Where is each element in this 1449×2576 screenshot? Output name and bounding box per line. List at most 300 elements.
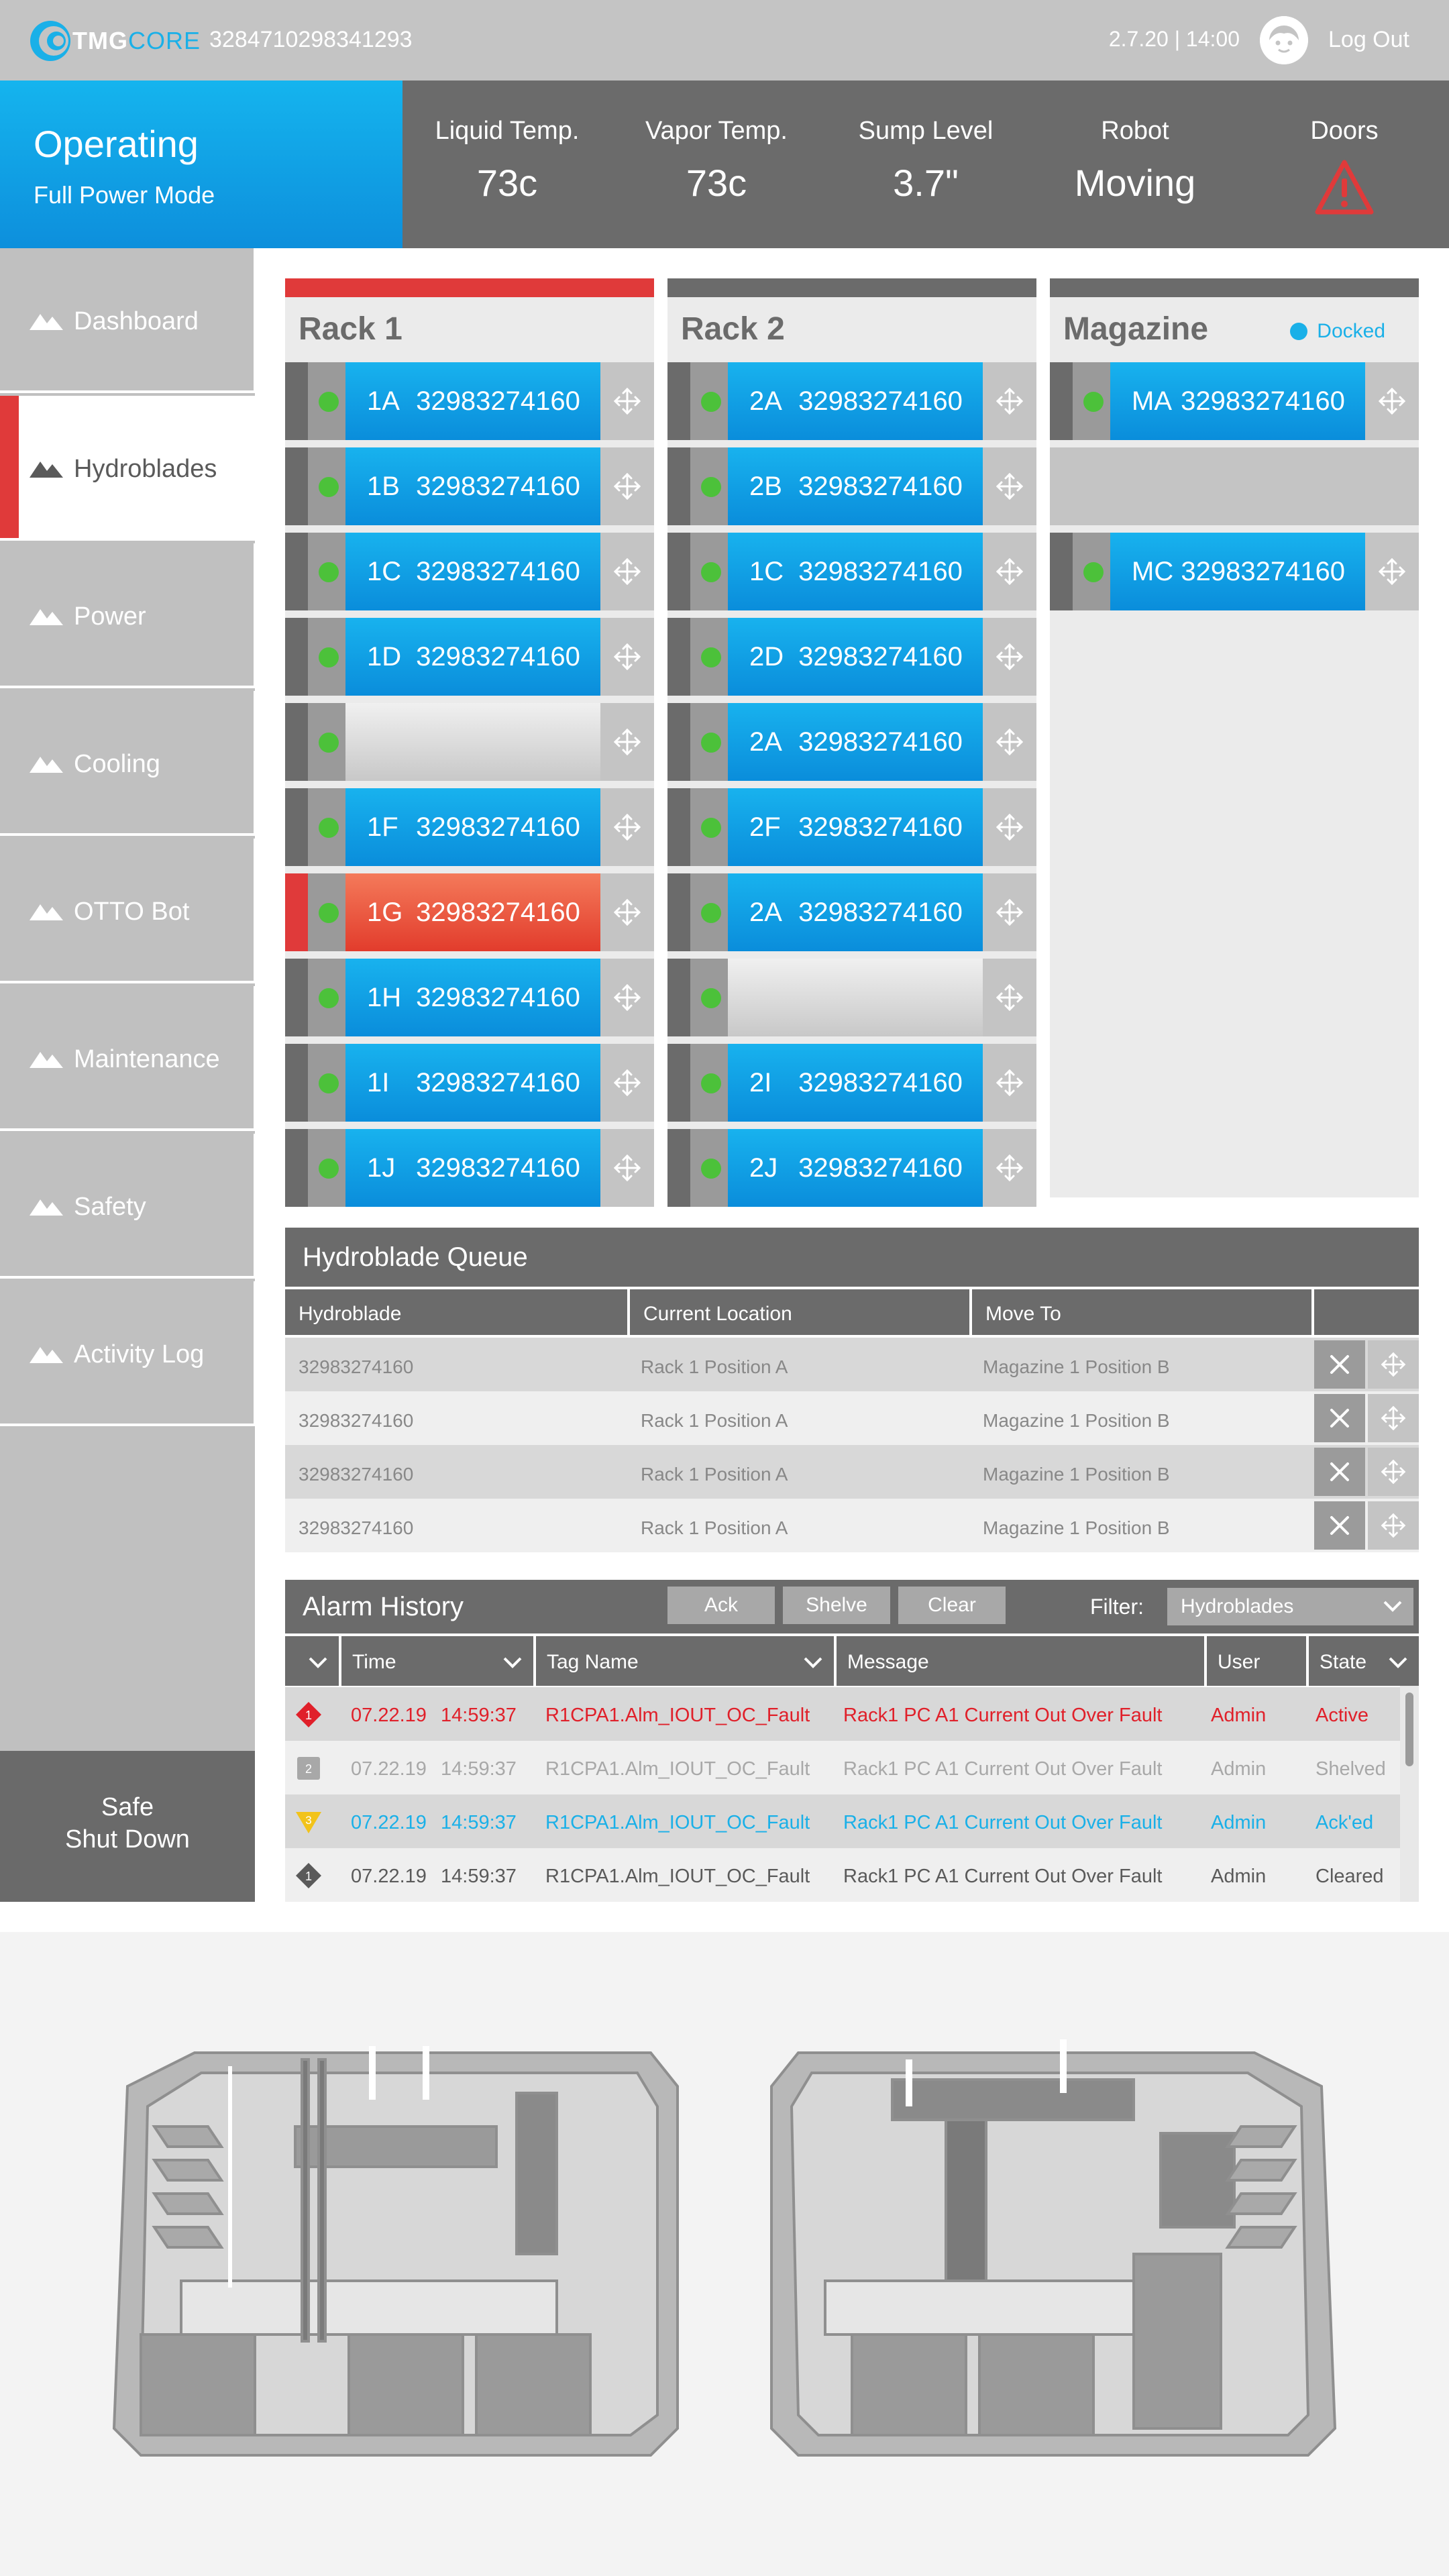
slot-edge (667, 618, 690, 696)
sump-level-stat (821, 80, 1030, 248)
move-handle[interactable] (983, 873, 1036, 951)
hydroblade-id: 32983274160 (416, 898, 580, 927)
system-serial: 3284710298341293 (209, 27, 413, 52)
hydroblade-slot[interactable] (667, 1044, 1036, 1122)
slot-edge (667, 788, 690, 866)
slot-position: 2J (749, 1153, 778, 1183)
status-dot-icon (319, 903, 339, 923)
vapor-temp-stat (612, 80, 821, 248)
rack-2-top-bar (667, 278, 1036, 297)
hydroblade-slot[interactable] (285, 959, 654, 1036)
queue-current-location: Rack 1 Position A (641, 1356, 788, 1377)
hydroblade-card[interactable] (345, 1044, 600, 1122)
slot-edge (667, 1129, 690, 1207)
move-arrows-icon (995, 1153, 1024, 1183)
hydroblade-slot[interactable] (285, 362, 654, 440)
alarm-badge: 1 (305, 1709, 313, 1722)
move-handle[interactable] (600, 703, 654, 781)
liquid-temp-value: 73c (476, 162, 538, 204)
hydroblade-id: 32983274160 (416, 642, 580, 672)
queue-current-location: Rack 1 Position A (641, 1517, 788, 1538)
status-dot-icon (319, 562, 339, 582)
sidebar-item-label: Activity Log (74, 1340, 205, 1368)
warning-triangle-icon[interactable] (1313, 158, 1375, 216)
move-arrows-icon (612, 898, 642, 927)
mountain-icon (30, 1195, 63, 1216)
hydroblade-slot[interactable] (285, 533, 654, 610)
slot-edge (285, 618, 308, 696)
queue-row (285, 1338, 1419, 1391)
hydroblade-slot[interactable] (667, 788, 1036, 866)
magazine-top-bar (1050, 278, 1419, 297)
hydroblade-slot[interactable] (285, 447, 654, 525)
machine-rear-view (758, 2033, 1348, 2469)
move-arrows-icon (1377, 386, 1407, 416)
move-handle[interactable] (1365, 533, 1419, 610)
move-arrows-icon (612, 1153, 642, 1183)
move-handle[interactable] (600, 447, 654, 525)
hydroblade-card[interactable] (728, 873, 983, 951)
queue-title: Hydroblade Queue (285, 1228, 1419, 1287)
hydroblade-slot[interactable] (667, 362, 1036, 440)
slot-edge (285, 1129, 308, 1207)
move-arrows-icon (995, 812, 1024, 842)
sidebar-item-label: Cooling (74, 750, 160, 778)
queue-blade-id: 32983274160 (299, 1410, 414, 1431)
status-dot-icon (701, 562, 721, 582)
filter-select[interactable] (1167, 1588, 1413, 1625)
shelve-button[interactable]: Shelve (783, 1587, 890, 1624)
slot-edge (285, 959, 308, 1036)
move-arrows-icon (1380, 1512, 1407, 1539)
move-handle[interactable] (600, 618, 654, 696)
hydroblade-card[interactable] (1110, 362, 1365, 440)
sidebar-item-hydroblades[interactable] (0, 396, 255, 541)
move-arrows-icon (995, 472, 1024, 501)
hydroblade-id: 32983274160 (798, 1153, 963, 1183)
slot-position: 2A (749, 386, 782, 416)
sidebar-item-label: OTTO Bot (74, 898, 190, 926)
queue-blade-id: 32983274160 (299, 1356, 414, 1377)
move-handle[interactable] (600, 788, 654, 866)
alarm-row[interactable] (285, 1741, 1400, 1794)
move-handle[interactable] (600, 959, 654, 1036)
queue-row (285, 1445, 1419, 1499)
alarm-col-time[interactable] (339, 1633, 533, 1686)
hydroblade-card[interactable] (345, 1129, 600, 1207)
alarm-time: 14:59:37 (441, 1758, 517, 1780)
liquid-temp-stat (402, 80, 612, 248)
alarm-row[interactable] (285, 1848, 1400, 1902)
move-handle[interactable] (600, 362, 654, 440)
docked-label: Docked (1317, 320, 1385, 342)
robot-value: Moving (1074, 162, 1196, 204)
sidebar-item-label: Dashboard (74, 307, 199, 335)
queue-col-move-to: Move To (969, 1287, 1311, 1335)
status-bar (0, 80, 1449, 248)
hydroblade-card[interactable] (728, 959, 983, 1036)
sidebar-item-power[interactable] (0, 543, 255, 688)
hydroblade-id: 32983274160 (798, 1068, 963, 1097)
alarm-select-all[interactable] (285, 1633, 339, 1686)
move-arrows-icon (1380, 1458, 1407, 1485)
hydroblade-card[interactable] (728, 788, 983, 866)
alarm-time: 14:59:37 (441, 1705, 517, 1726)
queue-move-handle[interactable] (1368, 1340, 1419, 1389)
slot-edge (1050, 533, 1073, 610)
queue-remove-button[interactable] (1314, 1394, 1365, 1442)
sidebar (0, 248, 255, 1902)
alarm-message: Rack1 PC A1 Current Out Over Fault (843, 1812, 1163, 1833)
hydroblade-card[interactable] (345, 618, 600, 696)
queue-row (285, 1391, 1419, 1445)
slot-edge (667, 1044, 690, 1122)
move-handle[interactable] (600, 533, 654, 610)
slot-position: 1I (367, 1068, 390, 1097)
hydroblade-id: 32983274160 (416, 1068, 580, 1097)
alarm-scroll-thumb[interactable] (1405, 1693, 1413, 1766)
alarm-message: Rack1 PC A1 Current Out Over Fault (843, 1866, 1163, 1887)
hydroblade-card[interactable] (728, 533, 983, 610)
queue-move-handle[interactable] (1368, 1501, 1419, 1550)
logout-link[interactable]: Log Out (1328, 27, 1409, 52)
move-arrows-icon (612, 727, 642, 757)
move-handle[interactable] (983, 1129, 1036, 1207)
alarm-col-time-label: Time (352, 1651, 396, 1673)
rack-1-title: Rack 1 (299, 311, 402, 347)
status-dot-icon (701, 392, 721, 412)
alarm-date: 07.22.19 (351, 1758, 427, 1780)
status-dot-icon (701, 647, 721, 667)
hydroblade-card[interactable] (345, 873, 600, 951)
alarm-message: Rack1 PC A1 Current Out Over Fault (843, 1705, 1163, 1726)
status-dot-icon (701, 1073, 721, 1093)
hydroblade-slot[interactable] (667, 959, 1036, 1036)
move-arrows-icon (995, 557, 1024, 586)
move-handle[interactable] (983, 703, 1036, 781)
move-arrows-icon (995, 642, 1024, 672)
move-handle[interactable] (983, 362, 1036, 440)
alarm-acked-triangle-yellow-icon (294, 1808, 323, 1836)
move-arrows-icon (995, 386, 1024, 416)
status-dot-icon (701, 988, 721, 1008)
queue-col-actions (1311, 1287, 1419, 1335)
alarm-row[interactable] (285, 1687, 1400, 1741)
doors-label: Doors (1310, 117, 1379, 145)
safe-shutdown-button[interactable] (0, 1751, 255, 1902)
alarm-time: 14:59:37 (441, 1866, 517, 1887)
hydroblade-card[interactable] (728, 703, 983, 781)
mountain-icon (30, 605, 63, 625)
alarm-state: Cleared (1316, 1866, 1384, 1887)
sump-level-value: 3.7" (893, 162, 959, 204)
move-arrows-icon (1377, 557, 1407, 586)
slot-edge (285, 703, 308, 781)
status-dot-icon (319, 988, 339, 1008)
hydroblade-card[interactable] (728, 1044, 983, 1122)
slot-position: 1J (367, 1153, 396, 1183)
alarm-date: 07.22.19 (351, 1866, 427, 1887)
move-arrows-icon (612, 557, 642, 586)
sidebar-item-dashboard[interactable] (0, 248, 255, 393)
move-arrows-icon (612, 983, 642, 1012)
hydroblade-slot[interactable] (285, 618, 654, 696)
slot-edge (667, 447, 690, 525)
sump-level-label: Sump Level (858, 117, 994, 145)
rack-2-panel (667, 278, 1036, 1197)
rack-1-panel (285, 278, 654, 1197)
alarm-tag-name: R1CPA1.Alm_IOUT_OC_Fault (545, 1758, 810, 1780)
alarm-col-state-label: State (1320, 1651, 1367, 1673)
slot-edge (285, 1044, 308, 1122)
slot-position: MA (1132, 386, 1172, 416)
queue-col-location: Current Location (627, 1287, 969, 1335)
sidebar-item-otto-bot[interactable] (0, 839, 255, 983)
brand-name: TMGCORE (72, 27, 201, 54)
hydroblade-slot[interactable] (667, 618, 1036, 696)
hydroblade-slot[interactable] (667, 447, 1036, 525)
queue-move-handle[interactable] (1368, 1448, 1419, 1496)
queue-move-handle[interactable] (1368, 1394, 1419, 1442)
queue-move-to: Magazine 1 Position B (983, 1356, 1170, 1377)
move-handle[interactable] (1365, 362, 1419, 440)
sidebar-item-cooling[interactable] (0, 691, 255, 836)
robot-label: Robot (1101, 117, 1169, 145)
alarm-history (285, 1580, 1419, 1902)
magazine-panel (1050, 278, 1419, 1197)
hydroblade-card[interactable] (1110, 533, 1365, 610)
alarm-time: 14:59:37 (441, 1812, 517, 1833)
hydroblade-card[interactable] (345, 959, 600, 1036)
move-arrows-icon (612, 1068, 642, 1097)
slot-edge (667, 362, 690, 440)
queue-remove-button[interactable] (1314, 1501, 1365, 1550)
hydroblade-card[interactable] (345, 447, 600, 525)
clear-button[interactable]: Clear (898, 1587, 1006, 1624)
slot-position: 2B (749, 472, 782, 501)
hydroblade-slot[interactable] (1050, 362, 1419, 440)
slot-position: 1F (367, 812, 398, 842)
alarm-col-state[interactable] (1306, 1633, 1419, 1686)
slot-edge (285, 533, 308, 610)
filter-value: Hydroblades (1181, 1595, 1294, 1617)
status-dot-icon (701, 477, 721, 497)
move-handle[interactable] (983, 1044, 1036, 1122)
hydroblade-id: 32983274160 (798, 812, 963, 842)
hydroblade-slot[interactable] (667, 1129, 1036, 1207)
slot-edge (667, 959, 690, 1036)
vapor-temp-value: 73c (686, 162, 747, 204)
move-handle[interactable] (600, 873, 654, 951)
magazine-title: Magazine (1063, 311, 1209, 347)
hydroblade-id: 32983274160 (416, 1153, 580, 1183)
chevron-down-icon (1388, 1656, 1408, 1670)
user-avatar-icon[interactable] (1260, 16, 1308, 64)
mountain-icon (30, 900, 63, 920)
alarm-priority-diamond-red-icon (294, 1701, 323, 1729)
alarm-date: 07.22.19 (351, 1812, 427, 1833)
slot-edge (285, 447, 308, 525)
sidebar-item-label: Hydroblades (74, 455, 217, 483)
alarm-tag-name: R1CPA1.Alm_IOUT_OC_Fault (545, 1705, 810, 1726)
alarm-state: Ack'ed (1316, 1812, 1374, 1833)
alarm-col-tag[interactable] (533, 1633, 834, 1686)
docked-dot-icon (1290, 323, 1307, 340)
hydroblade-card[interactable] (728, 447, 983, 525)
robot-stat (1030, 80, 1240, 248)
alarm-badge: 1 (305, 1870, 313, 1883)
queue-remove-button[interactable] (1314, 1340, 1365, 1389)
remove-x-icon (1326, 1458, 1353, 1485)
alarm-col-tag-label: Tag Name (547, 1651, 639, 1673)
slot-position: 2A (749, 898, 782, 927)
slot-position: 2F (749, 812, 781, 842)
vapor-temp-label: Vapor Temp. (645, 117, 788, 145)
ack-button[interactable]: Ack (667, 1587, 775, 1624)
remove-x-icon (1326, 1512, 1353, 1539)
hydroblade-card[interactable] (345, 362, 600, 440)
alarm-user: Admin (1211, 1758, 1267, 1780)
alarm-badge: 3 (305, 1814, 312, 1827)
sidebar-item-activity-log[interactable] (0, 1281, 255, 1426)
queue-col-hydroblade: Hydroblade (285, 1287, 627, 1335)
slot-position: 1A (367, 386, 400, 416)
sidebar-item-label: Maintenance (74, 1045, 220, 1073)
hydroblade-slot[interactable] (285, 788, 654, 866)
move-arrows-icon (995, 1068, 1024, 1097)
sidebar-item-safety[interactable] (0, 1134, 255, 1279)
status-dot-icon (319, 818, 339, 838)
hydroblade-slot[interactable] (285, 1044, 654, 1122)
hydroblade-id: 32983274160 (798, 472, 963, 501)
shutdown-line-2: Shut Down (65, 1825, 190, 1854)
chevron-down-icon (308, 1656, 328, 1670)
alarm-user: Admin (1211, 1812, 1267, 1833)
hydroblade-id: 32983274160 (416, 386, 580, 416)
status-dot-icon (701, 903, 721, 923)
queue-row (285, 1499, 1419, 1552)
move-handle[interactable] (983, 533, 1036, 610)
slot-edge (285, 362, 308, 440)
tmg-core-logo-icon (28, 19, 72, 63)
hydroblade-card[interactable] (728, 1129, 983, 1207)
liquid-temp-label: Liquid Temp. (435, 117, 580, 145)
hydroblade-id: 32983274160 (416, 472, 580, 501)
slot-position: 1C (367, 557, 402, 586)
move-arrows-icon (995, 727, 1024, 757)
hydroblade-card[interactable] (728, 362, 983, 440)
alarm-state: Active (1316, 1705, 1368, 1726)
alarm-col-message: Message (834, 1633, 1204, 1686)
move-handle[interactable] (983, 788, 1036, 866)
queue-blade-id: 32983274160 (299, 1464, 414, 1485)
slot-edge (667, 533, 690, 610)
sidebar-item-label: Safety (74, 1193, 146, 1221)
hydroblade-card[interactable] (345, 788, 600, 866)
slot-edge (667, 873, 690, 951)
hydroblade-id: 32983274160 (1181, 557, 1346, 586)
hydroblade-slot[interactable] (285, 703, 654, 781)
sidebar-item-maintenance[interactable] (0, 986, 255, 1131)
alarm-tag-name: R1CPA1.Alm_IOUT_OC_Fault (545, 1812, 810, 1833)
chevron-down-icon (1383, 1600, 1403, 1613)
hydroblade-card[interactable] (345, 703, 600, 781)
status-dot-icon (701, 818, 721, 838)
queue-blade-id: 32983274160 (299, 1517, 414, 1538)
alarm-row[interactable] (285, 1794, 1400, 1848)
hydroblade-id: 32983274160 (416, 812, 580, 842)
mountain-icon (30, 1343, 63, 1363)
hydroblade-id: 32983274160 (798, 727, 963, 757)
shutdown-line-1: Safe (101, 1793, 154, 1821)
alarm-badge: 2 (305, 1762, 313, 1776)
hydroblade-queue (285, 1228, 1419, 1550)
hydroblade-id: 32983274160 (798, 386, 963, 416)
queue-current-location: Rack 1 Position A (641, 1410, 788, 1431)
filter-label: Filter: (1090, 1595, 1144, 1619)
move-arrows-icon (1380, 1405, 1407, 1432)
status-dot-icon (319, 477, 339, 497)
hydroblade-id: 32983274160 (798, 557, 963, 586)
move-handle[interactable] (983, 447, 1036, 525)
slot-position: MC (1132, 557, 1174, 586)
move-arrows-icon (612, 812, 642, 842)
alarm-state: Shelved (1316, 1758, 1386, 1780)
hydroblade-slot[interactable] (285, 873, 654, 951)
status-dot-icon (319, 392, 339, 412)
queue-move-to: Magazine 1 Position B (983, 1464, 1170, 1485)
hydroblade-id: 32983274160 (1181, 386, 1345, 416)
hydroblade-slot[interactable] (667, 873, 1036, 951)
move-arrows-icon (612, 642, 642, 672)
date-time: 2.7.20 | 14:00 (1108, 27, 1240, 51)
status-dot-icon (319, 733, 339, 753)
queue-remove-button[interactable] (1314, 1448, 1365, 1496)
move-arrows-icon (995, 983, 1024, 1012)
alarm-shelved-square-icon (294, 1754, 323, 1782)
status-dot-icon (319, 1073, 339, 1093)
status-dot-icon (319, 647, 339, 667)
move-handle[interactable] (983, 959, 1036, 1036)
machine-views (0, 1932, 1449, 2576)
hydroblade-card[interactable] (728, 618, 983, 696)
hydroblade-slot[interactable] (1050, 533, 1419, 610)
move-handle[interactable] (983, 618, 1036, 696)
alarm-toolbar (285, 1580, 1419, 1633)
hydroblade-slot[interactable] (667, 703, 1036, 781)
hydroblade-slot[interactable] (285, 1129, 654, 1207)
slot-edge (1050, 362, 1073, 440)
chevron-down-icon (803, 1656, 823, 1670)
move-handle[interactable] (600, 1129, 654, 1207)
alarm-scrollbar[interactable] (1400, 1686, 1419, 1902)
empty-slot-filler (1050, 447, 1419, 525)
hydroblade-slot[interactable] (667, 533, 1036, 610)
slot-position: 2A (749, 727, 782, 757)
alarm-message: Rack1 PC A1 Current Out Over Fault (843, 1758, 1163, 1780)
mountain-icon (30, 310, 63, 330)
rack-2-title: Rack 2 (681, 311, 785, 347)
hydroblade-card[interactable] (345, 533, 600, 610)
queue-move-to: Magazine 1 Position B (983, 1517, 1170, 1538)
remove-x-icon (1326, 1405, 1353, 1432)
chevron-down-icon (502, 1656, 523, 1670)
mountain-icon (30, 458, 63, 478)
status-dot-icon (319, 1159, 339, 1179)
hydroblade-id: 32983274160 (416, 983, 580, 1012)
hydroblade-id: 32983274160 (798, 642, 963, 672)
move-handle[interactable] (600, 1044, 654, 1122)
